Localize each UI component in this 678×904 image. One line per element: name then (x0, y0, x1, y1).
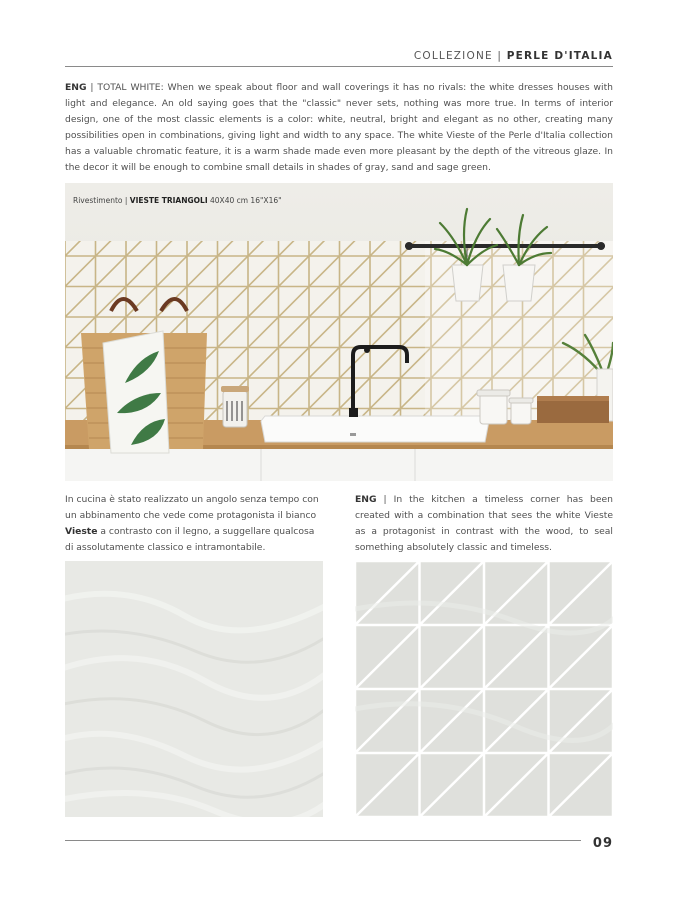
triangle-tile-grid (355, 561, 613, 817)
photo-caption (73, 196, 282, 205)
italian-bold: Vieste (65, 526, 98, 537)
brand-name: PERLE D'ITALIA (506, 50, 613, 62)
kitchen-illustration (65, 183, 613, 481)
plain-tile-texture (65, 561, 323, 817)
header-separator: | (497, 50, 503, 62)
collection-label: COLLEZIONE (413, 50, 493, 62)
italian-paragraph (65, 492, 323, 556)
intro-lang-tag: ENG (65, 82, 87, 93)
intro-text: | TOTAL WHITE: When we speak about floor and wall coverings it has no rivals: the white dresses houses with light and elegance. An old saying goes that the "classic" never sets, nothing was more true. In terms of interior design, one of the most classic elements is a color: white, neutral, bright and elegant as no other, creating many possibilities open in combinations, giving light and width to any space. The white Vieste of the Perle d'Italia collection has a valuable chromatic feature, it is a warm shade made even more pleasant by the depth of the vitreous glaze. In the decor it will be enough to combine small details in shades of gray, sand and sage green. (65, 82, 613, 173)
english-paragraph (355, 492, 613, 556)
page-header (414, 50, 613, 62)
triangle-tile-swatch (355, 561, 613, 817)
page-number: 09 (592, 836, 613, 851)
footer-divider (65, 840, 581, 841)
italian-text-1: In cucina è stato realizzato un angolo senza tempo con un abbinamento che vede come protagonista il bianco (65, 494, 319, 521)
english-text: | In the kitchen a timeless corner has been created with a combination that sees the white Vieste as a protagonist in contrast with the wood, to seal something absolutely classic and timeless. (355, 494, 613, 553)
caption-size: 40X40 cm 16"X16" (207, 196, 282, 205)
italian-text-2: a contrasto con il legno, a suggellare qualcosa di assolutamente classico e intramontabile. (65, 526, 315, 553)
kitchen-photo (65, 183, 613, 481)
plain-tile-swatch (65, 561, 323, 817)
english-lang-tag: ENG (355, 494, 377, 505)
caption-prefix: Rivestimento | (73, 196, 130, 205)
intro-paragraph (65, 80, 613, 176)
header-divider (65, 66, 613, 67)
caption-product: VIESTE TRIANGOLI (129, 196, 208, 205)
